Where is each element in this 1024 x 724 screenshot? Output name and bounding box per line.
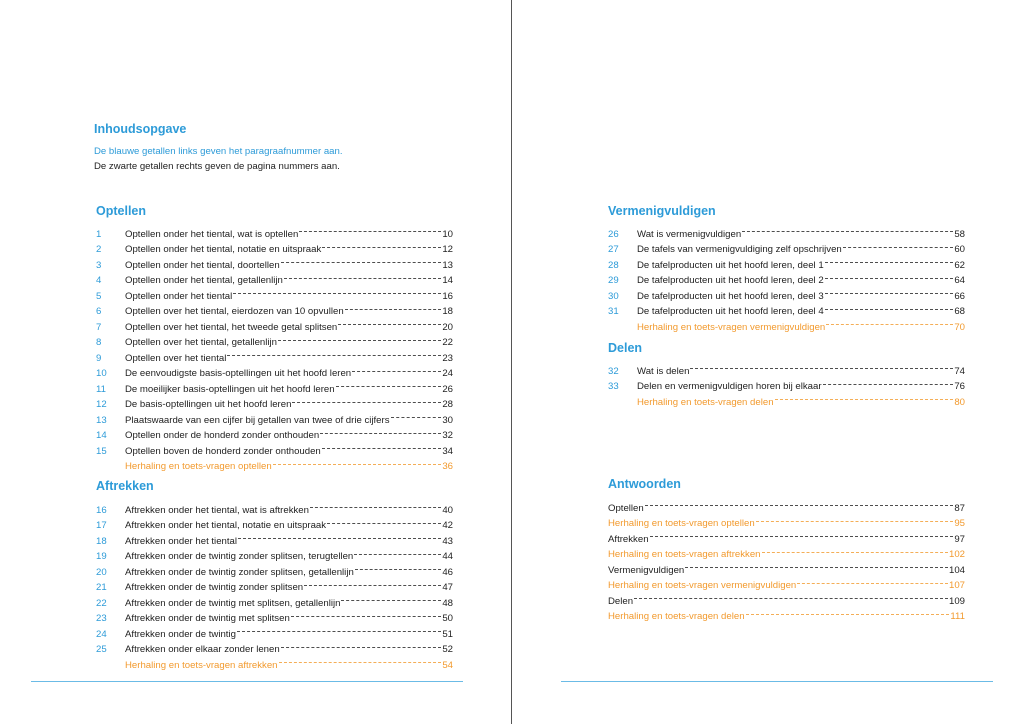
- page-number: 13: [442, 259, 453, 271]
- entry-title: Delen en vermenigvuldigen horen bij elkaar: [637, 381, 822, 392]
- toc-list-delen: [608, 358, 965, 408]
- dot-leader: [279, 652, 442, 668]
- entry-title: Optellen onder het tiental: [125, 290, 233, 302]
- entry-title: De tafelproducten uit het hoofd leren, deel 4: [637, 306, 824, 317]
- paragraph-number: 1: [96, 228, 102, 240]
- paragraph-number: 7: [96, 321, 102, 333]
- dot-leader: [746, 604, 950, 620]
- dot-leader: [825, 299, 954, 315]
- entry-title: Optellen: [608, 502, 644, 514]
- page-number: 60: [954, 244, 965, 255]
- paragraph-number: 22: [96, 597, 107, 609]
- recap-title: Herhaling en toets-vragen optellen: [125, 461, 272, 472]
- dot-leader: [756, 511, 954, 527]
- entry-title: Optellen onder het tiental, notatie en uitspraak: [125, 244, 322, 255]
- page-number: 87: [954, 502, 965, 514]
- page-number: 52: [442, 644, 453, 655]
- dot-leader: [338, 314, 441, 330]
- page-number: 10: [442, 228, 453, 240]
- page-number: 20: [442, 321, 453, 333]
- dot-leader: [292, 392, 441, 408]
- toc-entry[interactable]: [608, 542, 965, 558]
- page-number: 107: [948, 580, 965, 591]
- paragraph-number: 16: [96, 504, 107, 516]
- dot-leader: [823, 374, 954, 390]
- page-number: 74: [954, 365, 965, 377]
- page-number: 44: [442, 551, 453, 562]
- paragraph-number: 9: [96, 352, 102, 364]
- dot-leader: [825, 268, 954, 284]
- paragraph-number: 17: [96, 520, 107, 531]
- toc-entry[interactable]: [608, 221, 965, 240]
- paragraph-number: 13: [96, 414, 107, 426]
- page-number: 80: [954, 396, 965, 408]
- page-number: 34: [442, 445, 453, 457]
- page-number: 51: [442, 628, 453, 640]
- recap-title: Herhaling en toets-vragen aftrekken: [125, 659, 278, 671]
- paragraph-number: 8: [96, 337, 102, 348]
- page-number: 12: [442, 244, 453, 255]
- paragraph-number: 20: [96, 566, 107, 578]
- page-number: 48: [442, 597, 453, 609]
- dot-leader: [281, 637, 442, 653]
- page-number: 18: [442, 306, 453, 317]
- toc-list-optellen: [96, 221, 453, 472]
- paragraph-number: 14: [96, 430, 107, 441]
- dot-leader: [322, 438, 442, 454]
- entry-title: De tafelproducten uit het hoofd leren, deel 3: [637, 290, 824, 302]
- dot-leader: [327, 513, 441, 529]
- page-number: 23: [442, 352, 453, 364]
- dot-leader: [310, 497, 441, 513]
- toc-entry[interactable]: [608, 604, 965, 620]
- entry-title: Optellen over het tiental, het tweede getal splitsen: [125, 321, 338, 333]
- dot-leader: [352, 361, 441, 377]
- dot-leader: [797, 573, 948, 589]
- entry-title: De tafelproducten uit het hoofd leren, deel 1: [637, 259, 824, 271]
- paragraph-number: 24: [96, 628, 107, 640]
- entry-title: Aftrekken onder de twintig met splitsen, getallenlijn: [125, 597, 341, 609]
- entry-title: Optellen onder de honderd zonder onthouden: [125, 430, 320, 441]
- page-number: 54: [442, 659, 453, 671]
- section-title-delen: Delen: [608, 341, 643, 355]
- dot-leader: [227, 345, 441, 361]
- page-number: 97: [954, 533, 965, 545]
- paragraph-number: 21: [96, 582, 107, 593]
- page-number: 32: [442, 430, 453, 441]
- section-title-optellen: Optellen: [96, 204, 147, 218]
- dot-leader: [278, 330, 441, 346]
- page-number: 46: [442, 566, 453, 578]
- dot-leader: [345, 299, 442, 315]
- paragraph-number: 18: [96, 535, 107, 547]
- paragraph-number: 30: [608, 290, 619, 302]
- dot-leader: [825, 283, 954, 299]
- section-title-antwoorden: Antwoorden: [608, 477, 681, 491]
- toc-entry[interactable]: [96, 497, 453, 516]
- toc-entry[interactable]: [608, 526, 965, 545]
- toc-entry[interactable]: [96, 221, 453, 240]
- paragraph-number: 29: [608, 275, 619, 286]
- paragraph-number: 2: [96, 244, 102, 255]
- dot-leader: [336, 376, 442, 392]
- page-number: 36: [442, 461, 453, 472]
- toc-entry[interactable]: [608, 511, 965, 527]
- footer-rule: [31, 681, 463, 682]
- paragraph-number: 12: [96, 399, 107, 410]
- entry-title: De eenvoudigste basis-optellingen uit het hoofd leren: [125, 368, 352, 379]
- left-page: [0, 0, 511, 724]
- entry-title: Aftrekken: [608, 533, 649, 545]
- page-number: 30: [442, 414, 453, 426]
- entry-title: Aftrekken onder de twintig met splitsen: [125, 613, 290, 624]
- toc-entry[interactable]: [608, 495, 965, 514]
- page-number: 102: [948, 549, 965, 560]
- page-number: 47: [442, 582, 453, 593]
- dot-leader: [762, 542, 948, 558]
- page-number: 26: [442, 383, 453, 395]
- entry-title: Plaatswaarde van een cijfer bij getallen van twee of drie cijfers: [125, 414, 390, 426]
- paragraph-number: 3: [96, 259, 102, 271]
- entry-title: Aftrekken onder de twintig: [125, 628, 236, 640]
- entry-title: Optellen onder het tiental, wat is optellen: [125, 228, 299, 240]
- page-number: 24: [442, 368, 453, 379]
- entry-title: Optellen onder het tiental, doortellen: [125, 259, 280, 271]
- page-number: 64: [954, 275, 965, 286]
- dot-leader: [826, 314, 953, 330]
- page-number: 50: [442, 613, 453, 624]
- page-number: 76: [954, 381, 965, 392]
- entry-title: Aftrekken onder het tiental, wat is aftrekken: [125, 504, 309, 516]
- section-title-vermenigvuldigen: Vermenigvuldigen: [608, 204, 716, 218]
- page-number: 66: [954, 290, 965, 302]
- entry-title: Optellen over het tiental: [125, 352, 227, 364]
- dot-leader: [391, 407, 442, 423]
- dot-leader: [291, 606, 442, 622]
- dot-leader: [634, 588, 948, 604]
- paragraph-number: 10: [96, 368, 107, 379]
- dot-leader: [237, 621, 441, 637]
- entry-title: Aftrekken onder de twintig zonder splitsen, terugtellen: [125, 551, 354, 562]
- dot-leader: [341, 590, 441, 606]
- entry-title: Delen: [608, 595, 634, 607]
- entry-title: De tafelproducten uit het hoofd leren, deel 2: [637, 275, 824, 286]
- toc-list-antwoorden: [608, 495, 965, 622]
- toc-entry[interactable]: [608, 588, 965, 607]
- recap-title: Herhaling en toets-vragen delen: [637, 396, 774, 408]
- toc-list-vermenigvuldigen: [608, 221, 965, 333]
- dot-leader: [233, 283, 441, 299]
- entry-title: Aftrekken onder het tiental: [125, 535, 237, 547]
- entry-title: Vermenigvuldigen: [608, 564, 685, 576]
- dot-leader: [281, 252, 442, 268]
- page-number: 70: [954, 321, 965, 333]
- entry-title: Herhaling en toets-vragen aftrekken: [608, 549, 761, 560]
- paragraph-number: 27: [608, 244, 619, 255]
- paragraph-number: 33: [608, 381, 619, 392]
- entry-title: Herhaling en toets-vragen vermenigvuldigen: [608, 580, 797, 591]
- dot-leader: [742, 221, 953, 237]
- paragraph-number: 15: [96, 445, 107, 457]
- dot-leader: [775, 389, 954, 405]
- dot-leader: [650, 526, 954, 542]
- page-number: 109: [948, 595, 965, 607]
- entry-title: Aftrekken onder elkaar zonder lenen: [125, 644, 280, 655]
- page-number: 16: [442, 290, 453, 302]
- paragraph-number: 28: [608, 259, 619, 271]
- entry-title: Optellen onder het tiental, getallenlijn: [125, 275, 283, 286]
- entry-title: Wat is delen: [637, 365, 690, 377]
- dot-leader: [238, 528, 441, 544]
- footer-rule: [561, 681, 993, 682]
- entry-title: Optellen over het tiental, eierdozen van 10 opvullen: [125, 306, 344, 317]
- paragraph-number: 5: [96, 290, 102, 302]
- dot-leader: [645, 495, 954, 511]
- page-number: 104: [948, 564, 965, 576]
- dot-leader: [304, 575, 441, 591]
- toc-entry[interactable]: [608, 358, 965, 377]
- page-number: 14: [442, 275, 453, 286]
- right-page: [512, 0, 1024, 724]
- entry-title: Optellen boven de honderd zonder onthouden: [125, 445, 321, 457]
- paragraph-number: 6: [96, 306, 102, 317]
- entry-title: Herhaling en toets-vragen optellen: [608, 518, 755, 529]
- entry-title: De tafels van vermenigvuldiging zelf opschrijven: [637, 244, 842, 255]
- entry-title: Aftrekken onder de twintig zonder splitsen: [125, 582, 304, 593]
- dot-leader: [299, 221, 441, 237]
- dot-leader: [273, 454, 442, 470]
- paragraph-number: 31: [608, 306, 619, 317]
- intro-black-text: De zwarte getallen rechts geven de pagina nummers aan.: [94, 161, 340, 172]
- dot-leader: [320, 423, 441, 439]
- recap-title: Herhaling en toets-vragen vermenigvuldigen: [637, 321, 826, 333]
- entry-title: Aftrekken onder de twintig zonder splitsen, getallenlijn: [125, 566, 354, 578]
- entry-title: Optellen over het tiental, getallenlijn: [125, 337, 277, 348]
- paragraph-number: 19: [96, 551, 107, 562]
- page-number: 40: [442, 504, 453, 516]
- dot-leader: [843, 237, 954, 253]
- intro-blue-text: De blauwe getallen links geven het paragraafnummer aan.: [94, 146, 343, 157]
- dot-leader: [355, 559, 442, 575]
- toc-list-aftrekken: [96, 497, 453, 671]
- dot-leader: [685, 557, 948, 573]
- paragraph-number: 4: [96, 275, 102, 286]
- page-number: 95: [954, 518, 965, 529]
- dot-leader: [825, 252, 954, 268]
- dot-leader: [284, 268, 441, 284]
- paragraph-number: 25: [96, 644, 107, 655]
- section-title-aftrekken: Aftrekken: [96, 479, 154, 493]
- dot-leader: [354, 544, 441, 560]
- entry-title: Herhaling en toets-vragen delen: [608, 611, 745, 622]
- page-number: 62: [954, 259, 965, 271]
- paragraph-number: 23: [96, 613, 107, 624]
- entry-title: De moeilijker basis-optellingen uit het hoofd leren: [125, 383, 335, 395]
- entry-title: Wat is vermenigvuldigen: [637, 228, 742, 240]
- page-number: 58: [954, 228, 965, 240]
- page-number: 22: [442, 337, 453, 348]
- page-number: 68: [954, 306, 965, 317]
- paragraph-number: 11: [96, 383, 106, 395]
- page-number: 42: [442, 520, 453, 531]
- entry-title: Aftrekken onder het tiental, notatie en uitspraak: [125, 520, 327, 531]
- paragraph-number: 26: [608, 228, 619, 240]
- dot-leader: [690, 358, 953, 374]
- page-number: 111: [950, 611, 965, 622]
- toc-title: Inhoudsopgave: [94, 122, 187, 136]
- dot-leader: [322, 237, 441, 253]
- entry-title: De basis-optellingen uit het hoofd leren: [125, 399, 292, 410]
- page-number: 43: [442, 535, 453, 547]
- paragraph-number: 32: [608, 365, 619, 377]
- page-number: 28: [442, 399, 453, 410]
